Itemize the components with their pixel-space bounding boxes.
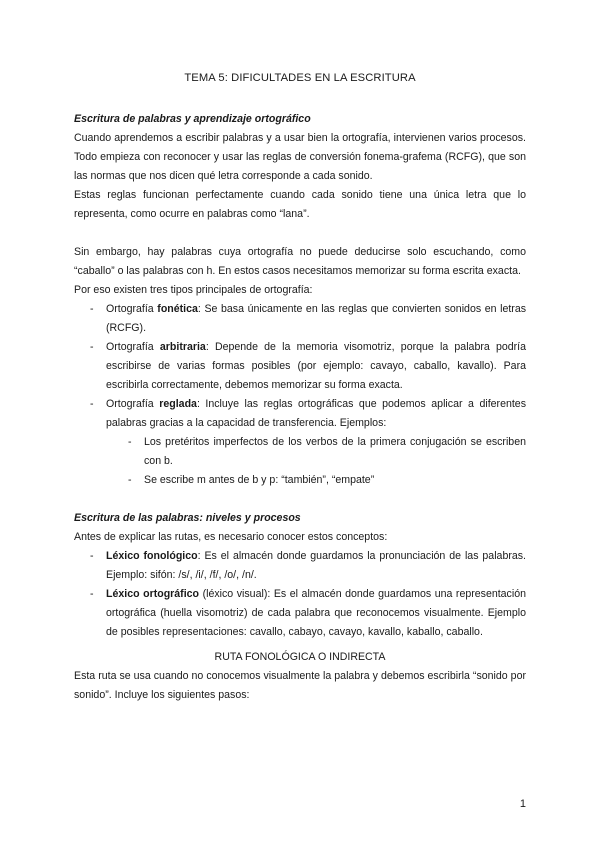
term: arbitraria (159, 341, 206, 353)
paragraph: Estas reglas funcionan perfectamente cuando cada sonido tiene una única letra que lo representa, como ocurre en palabras como “lana”. (74, 189, 526, 220)
lexicon-list (74, 547, 526, 642)
examples-list (74, 433, 526, 490)
term: fonética (157, 303, 198, 315)
paragraph: Antes de explicar las rutas, es necesario conocer estos conceptos: (74, 531, 388, 543)
ortography-types-list (74, 300, 526, 433)
paragraph: Por eso existen tres tipos principales de ortografía: (74, 284, 313, 296)
list-item: - Ortografía fonética: Se basa únicamente en las reglas que convierten sonidos en letras (RCFG). (90, 303, 527, 334)
paragraph: Esta ruta se usa cuando no conocemos visualmente la palabra y debemos escribirla “sonido por sonido”. Incluye los siguientes pasos: (74, 670, 526, 701)
list-item: - Léxico fonológico: Es el almacén donde guardamos la pronunciación de las palabras. Ejemplo: sifón: /s/, /i/, /f/, /o/, /n/. (90, 550, 526, 581)
section-heading: Escritura de palabras y aprendizaje ortográfico (74, 113, 311, 125)
paragraph: Sin embargo, hay palabras cuya ortografía no puede deducirse solo escuchando, como “caballo” o las palabras con h. En estos casos necesitamos memorizar su forma escrita exacta. (74, 246, 526, 277)
document-body (74, 110, 526, 705)
list-item: - Se escribe m antes de b y p: “también”, “empate” (128, 474, 375, 486)
subsection-heading: RUTA FONOLÓGICA O INDIRECTA (214, 651, 386, 663)
list-item: - Ortografía arbitraria: Depende de la memoria visomotriz, porque la palabra podría escribirse de varias formas posibles (por ejemplo: cavayo, caballo, kavallo). Para escribirla correctamente, debemos memorizar su forma exacta. (90, 341, 526, 391)
list-item: - Ortografía reglada: Incluye las reglas ortográficas que podemos aplicar a diferentes palabras gracias a la capacidad de transferencia. Ejemplos: (90, 398, 527, 429)
term: reglada (159, 398, 197, 410)
paragraph: Cuando aprendemos a escribir palabras y a usar bien la ortografía, intervienen varios procesos. Todo empieza con reconocer y usar las reglas de conversión fonema-grafema (RCFG), que son las normas que nos dicen qué letra corresponde a cada sonido. (74, 132, 526, 182)
term: Léxico fonológico (106, 550, 198, 562)
list-item: - Léxico ortográfico (léxico visual): Es el almacén donde guardamos una representación ortográfica (huella visomotriz) de cada palabra que reconocemos visualmente. Ejemplo de posibles representaciones: cavallo, cabayo, cavayo, kavallo, kaballo, caballo. (90, 588, 526, 638)
page-title: TEMA 5: DIFICULTADES EN LA ESCRITURA (184, 72, 416, 84)
list-item: - Los pretéritos imperfectos de los verbos de la primera conjugación se escriben con b. (128, 436, 526, 467)
page-number: 1 (519, 798, 526, 810)
section-heading: Escritura de las palabras: niveles y procesos (74, 512, 301, 524)
term: Léxico ortográfico (106, 588, 200, 600)
